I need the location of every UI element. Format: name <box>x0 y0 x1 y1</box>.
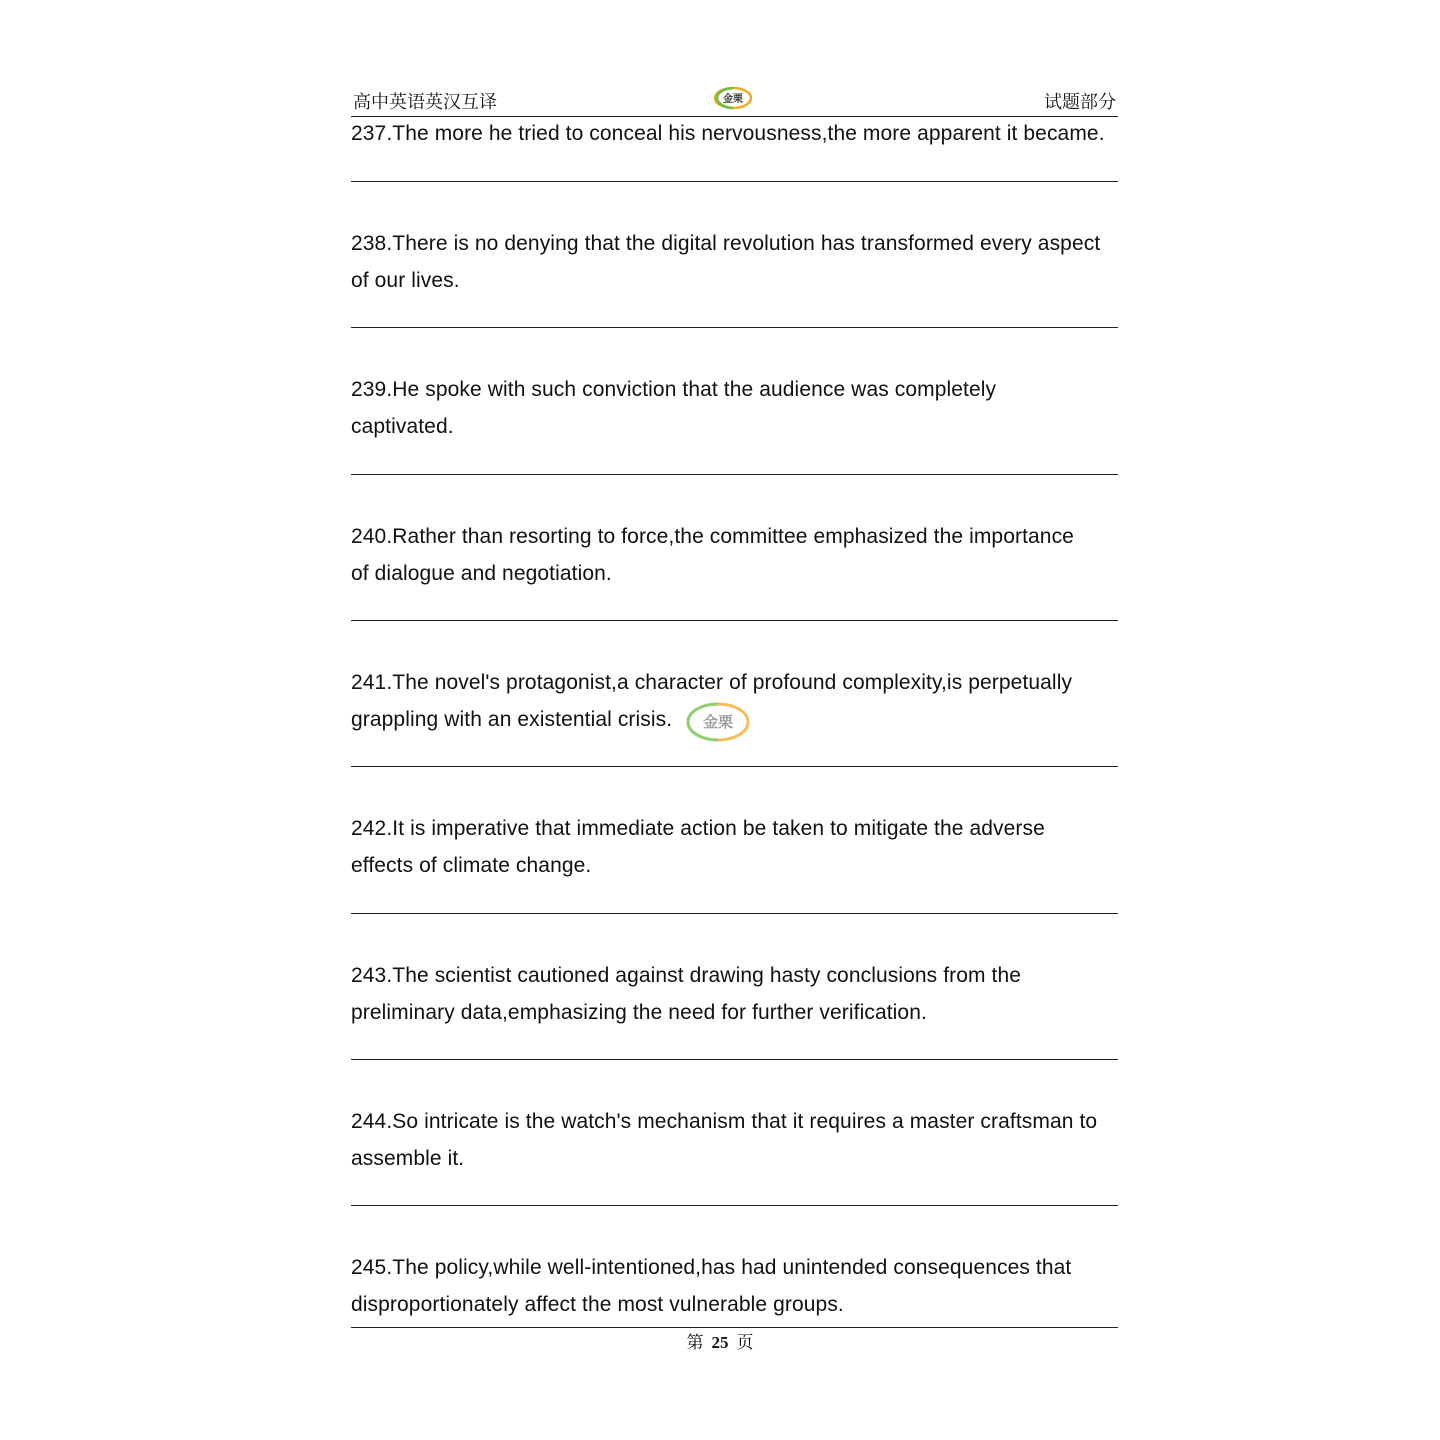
question-text: The more he tried to conceal his nervousness,the more apparent it became. <box>392 122 1105 145</box>
header-title: 高中英语英汉互译 <box>353 92 497 113</box>
question-text-line2: preliminary data,emphasizing the need for further verification. <box>351 1000 927 1024</box>
question-245 <box>351 1250 1121 1323</box>
footer-suffix: 页 <box>736 1333 754 1352</box>
question-number: 245. <box>351 1256 393 1279</box>
question-text-line1: There is no denying that the digital revolution has transformed every aspect <box>392 232 1101 255</box>
question-number: 242. <box>351 817 393 840</box>
answer-line-238[interactable] <box>351 327 1118 328</box>
question-text-line2: assemble it. <box>351 1146 465 1170</box>
question-text-line1: The scientist cautioned against drawing hasty conclusions from the <box>392 964 1022 987</box>
question-number: 238. <box>351 232 393 255</box>
question-text-line2: of our lives. <box>351 268 460 292</box>
question-238 <box>351 226 1121 299</box>
question-237 <box>351 116 1121 153</box>
answer-line-240[interactable] <box>351 620 1118 621</box>
answer-line-239[interactable] <box>351 474 1118 475</box>
watermark-logo-icon <box>684 700 752 744</box>
question-text-line2: of dialogue and negotiation. <box>351 561 612 585</box>
question-number: 241. <box>351 671 393 694</box>
question-number: 237. <box>351 122 393 145</box>
answer-line-244[interactable] <box>351 1205 1118 1206</box>
svg-text:金栗: 金栗 <box>702 713 734 731</box>
question-text-line1: It is imperative that immediate action be taken to mitigate the adverse <box>392 817 1045 840</box>
svg-text:金栗: 金栗 <box>723 94 743 105</box>
page-header <box>351 84 1118 117</box>
question-number: 240. <box>351 525 393 548</box>
question-text-line2: captivated. <box>351 414 454 438</box>
question-text-line1: Rather than resorting to force,the committee emphasized the importance <box>392 525 1074 548</box>
answer-line-243[interactable] <box>351 1059 1118 1060</box>
question-text-line2: disproportionately affect the most vulnerable groups. <box>351 1292 844 1316</box>
question-text-line2: grappling with an existential crisis. <box>351 707 673 731</box>
question-number: 239. <box>351 378 393 401</box>
page-number: 25 <box>711 1333 729 1352</box>
question-number: 244. <box>351 1110 393 1133</box>
answer-line-242[interactable] <box>351 913 1118 914</box>
header-section: 试题部分 <box>1044 92 1116 113</box>
question-text-line1: So intricate is the watch's mechanism that it requires a master craftsman to <box>392 1110 1098 1133</box>
footer-prefix: 第 <box>686 1333 704 1352</box>
answer-line-237[interactable] <box>351 181 1118 182</box>
question-243 <box>351 958 1121 1031</box>
question-244 <box>351 1104 1121 1177</box>
question-242 <box>351 811 1121 884</box>
question-text-line1: The policy,while well-intentioned,has had unintended consequences that <box>392 1256 1072 1279</box>
question-239 <box>351 372 1121 445</box>
question-text-line1: He spoke with such conviction that the audience was completely <box>392 378 997 401</box>
logo-icon <box>713 86 753 110</box>
answer-line-241[interactable] <box>351 766 1118 767</box>
question-number: 243. <box>351 964 393 987</box>
question-240 <box>351 519 1121 592</box>
page-footer <box>0 1328 1440 1353</box>
question-text-line1: The novel's protagonist,a character of profound complexity,is perpetually <box>392 671 1073 694</box>
question-text-line2: effects of climate change. <box>351 853 592 877</box>
